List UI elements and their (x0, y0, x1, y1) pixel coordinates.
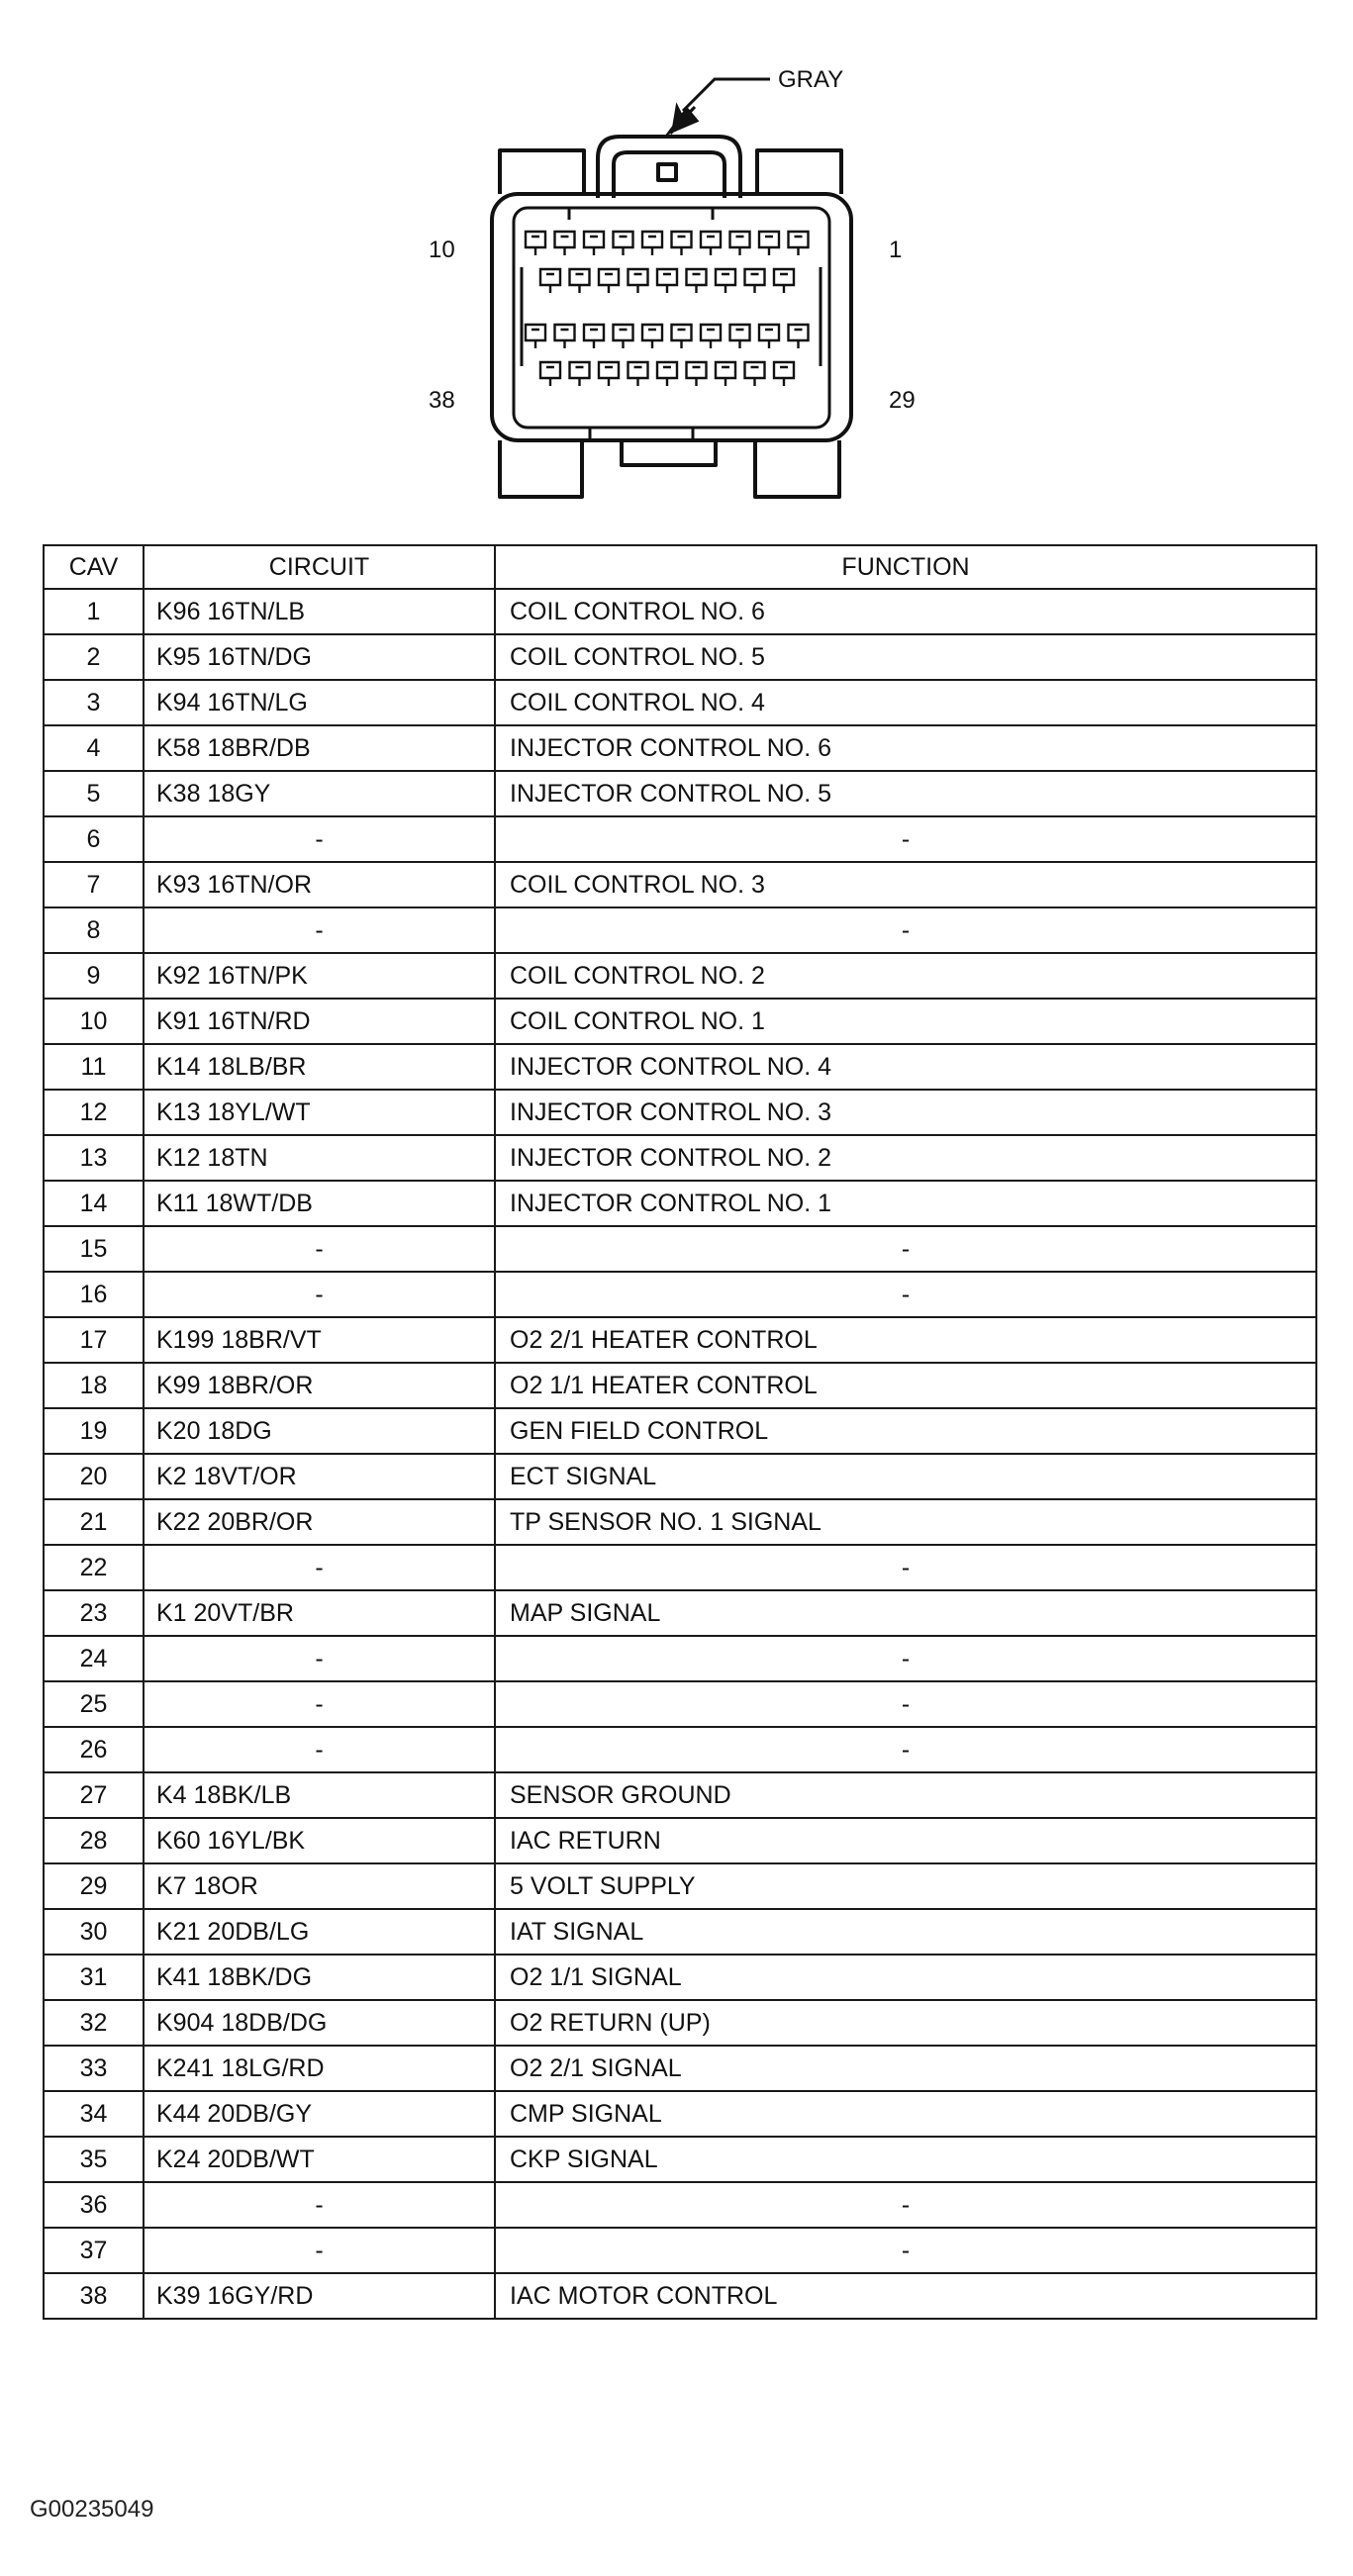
circuit-cell: K7 18OR (144, 1863, 495, 1909)
table-row (44, 1636, 1316, 1681)
table-row (44, 2182, 1316, 2228)
pin-cavity (759, 325, 779, 348)
pin-cavity (716, 269, 735, 293)
circuit-cell: - (144, 1681, 495, 1727)
circuit-cell: K99 18BR/OR (144, 1363, 495, 1408)
pin-label-10: 10 (429, 237, 455, 263)
pin-cavity (555, 325, 575, 348)
pin-label-1: 1 (889, 237, 903, 263)
cav-cell: 25 (44, 1681, 144, 1727)
circuit-cell: - (144, 1545, 495, 1590)
cav-cell: 29 (44, 1863, 144, 1909)
table-row (44, 1772, 1316, 1818)
table-row (44, 1818, 1316, 1863)
pin-cavity (642, 325, 662, 348)
circuit-cell: - (144, 816, 495, 862)
circuit-cell: K38 18GY (144, 771, 495, 816)
function-cell: IAT SIGNAL (495, 1909, 1316, 1955)
circuit-cell: K91 16TN/RD (144, 999, 495, 1044)
cav-cell: 24 (44, 1636, 144, 1681)
cav-cell: 23 (44, 1590, 144, 1636)
pin-cavity (716, 362, 735, 386)
cav-cell: 13 (44, 1135, 144, 1181)
function-cell: - (495, 1727, 1316, 1772)
pin-cavity (526, 232, 545, 255)
pin-cavity (730, 232, 750, 255)
pin-cavity (672, 232, 692, 255)
function-cell: INJECTOR CONTROL NO. 5 (495, 771, 1316, 816)
pin-cavity (628, 362, 648, 386)
function-cell: 5 VOLT SUPPLY (495, 1863, 1316, 1909)
table-row (44, 1499, 1316, 1545)
pin-cavity (789, 325, 809, 348)
table-row (44, 1181, 1316, 1226)
function-cell: COIL CONTROL NO. 3 (495, 862, 1316, 907)
function-cell: - (495, 1636, 1316, 1681)
table-row (44, 1955, 1316, 2000)
cav-cell: 5 (44, 771, 144, 816)
function-cell: IAC RETURN (495, 1818, 1316, 1863)
pin-cavity (628, 269, 648, 293)
cav-cell: 36 (44, 2182, 144, 2228)
cav-cell: 9 (44, 953, 144, 999)
pin-cavity (526, 325, 545, 348)
circuit-cell: - (144, 2228, 495, 2273)
cav-cell: 34 (44, 2091, 144, 2137)
header-circuit: CIRCUIT (144, 545, 495, 589)
circuit-cell: K94 16TN/LG (144, 680, 495, 725)
table-row (44, 1545, 1316, 1590)
pin-cavity (540, 269, 560, 293)
function-cell: O2 2/1 HEATER CONTROL (495, 1317, 1316, 1363)
cav-cell: 28 (44, 1818, 144, 1863)
cav-cell: 21 (44, 1499, 144, 1545)
circuit-cell: K24 20DB/WT (144, 2137, 495, 2182)
table-row (44, 907, 1316, 953)
table-row (44, 1727, 1316, 1772)
table-row (44, 1272, 1316, 1317)
cav-cell: 32 (44, 2000, 144, 2046)
table-row (44, 1863, 1316, 1909)
function-cell: IAC MOTOR CONTROL (495, 2273, 1316, 2319)
table-row (44, 1135, 1316, 1181)
cav-cell: 26 (44, 1727, 144, 1772)
table-row (44, 953, 1316, 999)
table-row (44, 1454, 1316, 1499)
pin-cavity (774, 362, 794, 386)
circuit-cell: K39 16GY/RD (144, 2273, 495, 2319)
table-row (44, 771, 1316, 816)
cav-cell: 16 (44, 1272, 144, 1317)
function-cell: INJECTOR CONTROL NO. 1 (495, 1181, 1316, 1226)
circuit-cell: K904 18DB/DG (144, 2000, 495, 2046)
function-cell: CKP SIGNAL (495, 2137, 1316, 2182)
circuit-cell: K58 18BR/DB (144, 725, 495, 771)
table-row (44, 1090, 1316, 1135)
cav-cell: 3 (44, 680, 144, 725)
cav-cell: 14 (44, 1181, 144, 1226)
cav-cell: 1 (44, 589, 144, 634)
function-cell: INJECTOR CONTROL NO. 6 (495, 725, 1316, 771)
table-row (44, 1044, 1316, 1090)
circuit-cell: K93 16TN/OR (144, 862, 495, 907)
cav-cell: 37 (44, 2228, 144, 2273)
table-row (44, 1317, 1316, 1363)
table-row (44, 1408, 1316, 1454)
pin-cavity (599, 362, 619, 386)
function-cell: COIL CONTROL NO. 6 (495, 589, 1316, 634)
cav-cell: 17 (44, 1317, 144, 1363)
function-cell: COIL CONTROL NO. 2 (495, 953, 1316, 999)
pin-cavity (584, 325, 604, 348)
cav-cell: 18 (44, 1363, 144, 1408)
pin-label-29: 29 (889, 387, 916, 414)
table-row (44, 1681, 1316, 1727)
function-cell: CMP SIGNAL (495, 2091, 1316, 2137)
function-cell: COIL CONTROL NO. 1 (495, 999, 1316, 1044)
circuit-cell: - (144, 2182, 495, 2228)
figure-id: G00235049 (30, 2496, 154, 2523)
table-row (44, 1226, 1316, 1272)
table-row (44, 634, 1316, 680)
circuit-cell: - (144, 1727, 495, 1772)
function-cell: COIL CONTROL NO. 4 (495, 680, 1316, 725)
table-row (44, 725, 1316, 771)
function-cell: COIL CONTROL NO. 5 (495, 634, 1316, 680)
cav-cell: 12 (44, 1090, 144, 1135)
function-cell: GEN FIELD CONTROL (495, 1408, 1316, 1454)
function-cell: - (495, 1226, 1316, 1272)
circuit-cell: K241 18LG/RD (144, 2046, 495, 2091)
circuit-cell: K92 16TN/PK (144, 953, 495, 999)
circuit-cell: K44 20DB/GY (144, 2091, 495, 2137)
pin-cavity (687, 362, 707, 386)
pin-label-38: 38 (429, 387, 455, 414)
pin-cavity (657, 269, 677, 293)
pin-cavity (701, 232, 721, 255)
table-header-row (44, 545, 1316, 589)
cav-cell: 22 (44, 1545, 144, 1590)
circuit-cell: - (144, 1636, 495, 1681)
table-row (44, 999, 1316, 1044)
table-row (44, 1909, 1316, 1955)
function-cell: - (495, 1545, 1316, 1590)
table-row (44, 2091, 1316, 2137)
circuit-cell: K41 18BK/DG (144, 1955, 495, 2000)
circuit-cell: K1 20VT/BR (144, 1590, 495, 1636)
cav-cell: 20 (44, 1454, 144, 1499)
table-row (44, 2046, 1316, 2091)
table-row (44, 2000, 1316, 2046)
function-cell: - (495, 907, 1316, 953)
pin-array (526, 232, 809, 386)
locking-arch (598, 137, 740, 198)
function-cell: - (495, 1681, 1316, 1727)
pin-cavity (570, 362, 590, 386)
pin-cavity (614, 232, 633, 255)
pin-cavity (774, 269, 794, 293)
circuit-cell: K96 16TN/LB (144, 589, 495, 634)
function-cell: O2 RETURN (UP) (495, 2000, 1316, 2046)
left-top-ear (500, 150, 584, 194)
cav-cell: 35 (44, 2137, 144, 2182)
right-top-ear (757, 150, 841, 194)
function-cell: - (495, 2182, 1316, 2228)
table-row (44, 1590, 1316, 1636)
connector-diagram (0, 0, 1353, 534)
cav-cell: 7 (44, 862, 144, 907)
pin-cavity (745, 362, 765, 386)
pin-cavity (759, 232, 779, 255)
pin-cavity (614, 325, 633, 348)
table-row (44, 680, 1316, 725)
function-cell: - (495, 816, 1316, 862)
pin-cavity (701, 325, 721, 348)
function-cell: O2 1/1 SIGNAL (495, 1955, 1316, 2000)
cav-cell: 2 (44, 634, 144, 680)
function-cell: INJECTOR CONTROL NO. 2 (495, 1135, 1316, 1181)
function-cell: - (495, 2228, 1316, 2273)
circuit-cell: K95 16TN/DG (144, 634, 495, 680)
connector-color-label: GRAY (778, 66, 844, 93)
cav-cell: 31 (44, 1955, 144, 2000)
pin-cavity (540, 362, 560, 386)
bottom-key-tab (622, 440, 716, 465)
cav-cell: 38 (44, 2273, 144, 2319)
cav-cell: 10 (44, 999, 144, 1044)
circuit-cell: K11 18WT/DB (144, 1181, 495, 1226)
cav-cell: 30 (44, 1909, 144, 1955)
pin-cavity (555, 232, 575, 255)
pin-cavity (672, 325, 692, 348)
circuit-cell: K22 20BR/OR (144, 1499, 495, 1545)
function-cell: - (495, 1272, 1316, 1317)
table-row (44, 2273, 1316, 2319)
cav-cell: 27 (44, 1772, 144, 1818)
table-row (44, 589, 1316, 634)
table-row (44, 1363, 1316, 1408)
header-function: FUNCTION (495, 545, 1316, 589)
table-row (44, 816, 1316, 862)
pin-cavity (642, 232, 662, 255)
pinout-table (43, 544, 1317, 2320)
function-cell: TP SENSOR NO. 1 SIGNAL (495, 1499, 1316, 1545)
circuit-cell: - (144, 907, 495, 953)
cav-cell: 8 (44, 907, 144, 953)
table-row (44, 2228, 1316, 2273)
function-cell: INJECTOR CONTROL NO. 4 (495, 1044, 1316, 1090)
pin-cavity (599, 269, 619, 293)
function-cell: ECT SIGNAL (495, 1454, 1316, 1499)
table-row (44, 2137, 1316, 2182)
pin-cavity (584, 232, 604, 255)
circuit-cell: K14 18LB/BR (144, 1044, 495, 1090)
table-row (44, 862, 1316, 907)
cav-cell: 11 (44, 1044, 144, 1090)
pin-cavity (657, 362, 677, 386)
pin-cavity (730, 325, 750, 348)
circuit-cell: K2 18VT/OR (144, 1454, 495, 1499)
cav-cell: 4 (44, 725, 144, 771)
cav-cell: 15 (44, 1226, 144, 1272)
circuit-cell: K4 18BK/LB (144, 1772, 495, 1818)
circuit-cell: K12 18TN (144, 1135, 495, 1181)
circuit-cell: K13 18YL/WT (144, 1090, 495, 1135)
right-bottom-ear (755, 440, 839, 497)
circuit-cell: - (144, 1226, 495, 1272)
cav-cell: 19 (44, 1408, 144, 1454)
pin-cavity (687, 269, 707, 293)
cav-cell: 33 (44, 2046, 144, 2091)
function-cell: SENSOR GROUND (495, 1772, 1316, 1818)
cav-cell: 6 (44, 816, 144, 862)
circuit-cell: - (144, 1272, 495, 1317)
left-bottom-ear (500, 440, 582, 497)
header-cav: CAV (44, 545, 144, 589)
circuit-cell: K60 16YL/BK (144, 1818, 495, 1863)
pin-cavity (570, 269, 590, 293)
function-cell: INJECTOR CONTROL NO. 3 (495, 1090, 1316, 1135)
function-cell: O2 2/1 SIGNAL (495, 2046, 1316, 2091)
pin-cavity (789, 232, 809, 255)
circuit-cell: K199 18BR/VT (144, 1317, 495, 1363)
circuit-cell: K20 18DG (144, 1408, 495, 1454)
function-cell: MAP SIGNAL (495, 1590, 1316, 1636)
circuit-cell: K21 20DB/LG (144, 1909, 495, 1955)
pin-cavity (745, 269, 765, 293)
function-cell: O2 1/1 HEATER CONTROL (495, 1363, 1316, 1408)
